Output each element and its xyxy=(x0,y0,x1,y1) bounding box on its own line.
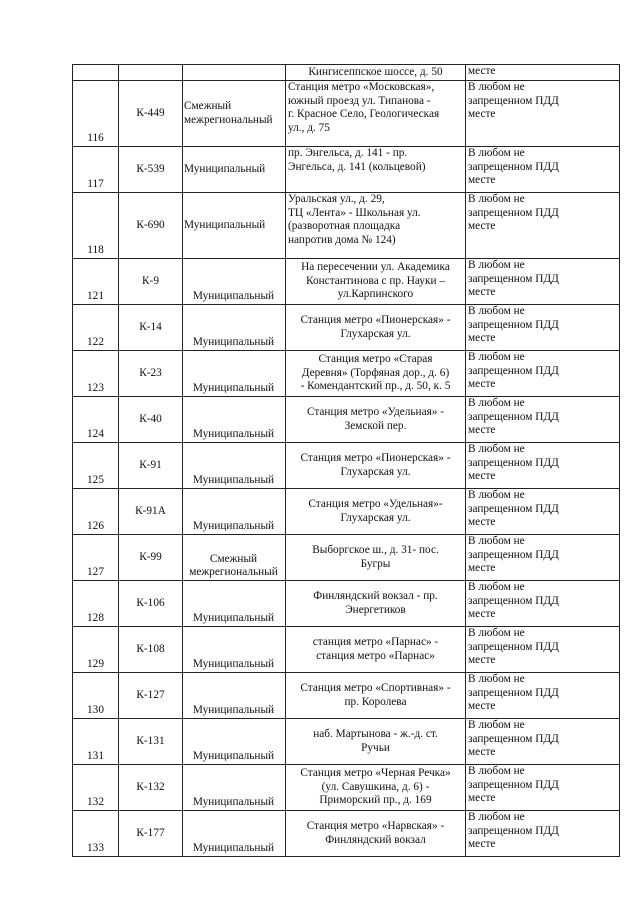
cell-number: 133 xyxy=(73,811,119,857)
cell-type: Муниципальный xyxy=(183,193,286,259)
table-row xyxy=(73,627,620,673)
cell-path xyxy=(286,443,466,489)
path-line: наб. Мартынова - ж.-д. ст. xyxy=(313,727,438,740)
cell-type: Муниципальный xyxy=(183,147,286,193)
cell-route: К-91А xyxy=(119,489,183,535)
path-line: Глухарская ул. xyxy=(340,465,411,478)
cell-stop xyxy=(466,397,620,443)
cell-path xyxy=(286,581,466,627)
table-row xyxy=(73,765,620,811)
stop-line: запрещенном ПДД xyxy=(468,364,559,377)
table-row-continued xyxy=(73,65,620,81)
cell-stop xyxy=(466,351,620,397)
table-row xyxy=(73,811,620,857)
cell-stop: месте xyxy=(466,65,620,81)
cell-type xyxy=(183,65,286,81)
cell-number: 122 xyxy=(73,305,119,351)
stop-line: месте xyxy=(468,424,496,437)
route-table-body xyxy=(73,65,620,857)
cell-stop xyxy=(466,259,620,305)
stop-line: В любом не xyxy=(468,147,525,159)
cell-number: 128 xyxy=(73,581,119,627)
stop-line: В любом не xyxy=(468,259,525,271)
cell-type: Муниципальный xyxy=(183,673,286,719)
path-line: Станция метро «Спортивная» - xyxy=(300,681,451,694)
path-line: Станция метро «Нарвская» - xyxy=(306,819,445,832)
cell-type: Муниципальный xyxy=(183,351,286,397)
cell-type: Муниципальный xyxy=(183,581,286,627)
cell-path xyxy=(286,81,466,147)
path-line: южный проезд ул. Типанова - xyxy=(288,94,431,107)
cell-number: 123 xyxy=(73,351,119,397)
cell-path xyxy=(286,719,466,765)
cell-path xyxy=(286,811,466,857)
cell-path xyxy=(286,765,466,811)
cell-path xyxy=(286,627,466,673)
cell-stop xyxy=(466,305,620,351)
table-row xyxy=(73,719,620,765)
stop-line: В любом не xyxy=(468,673,525,685)
table-row xyxy=(73,193,620,259)
cell-stop xyxy=(466,81,620,147)
cell-stop xyxy=(466,489,620,535)
cell-route: К-539 xyxy=(119,147,183,193)
stop-line: месте xyxy=(468,332,496,345)
stop-line: месте xyxy=(468,470,496,483)
stop-line: месте xyxy=(468,516,496,529)
cell-number: 129 xyxy=(73,627,119,673)
stop-line: месте xyxy=(468,174,496,187)
stop-line: запрещенном ПДД xyxy=(468,824,559,837)
cell-stop xyxy=(466,627,620,673)
path-line: пр. Королева xyxy=(344,695,407,708)
cell-type: Муниципальный xyxy=(183,305,286,351)
path-line: Ручьи xyxy=(361,741,390,754)
table-row xyxy=(73,535,620,581)
table-row xyxy=(73,305,620,351)
stop-line: В любом не xyxy=(468,489,525,501)
stop-line: месте xyxy=(468,562,496,575)
table-row xyxy=(73,259,620,305)
path-line: - Комендантский пр., д. 50, к. 5 xyxy=(300,380,451,393)
path-line: станция метро «Парнас» xyxy=(316,649,435,662)
cell-number: 116 xyxy=(73,81,119,147)
cell-type: Муниципальный xyxy=(183,811,286,857)
table-row xyxy=(73,81,620,147)
stop-line: запрещенном ПДД xyxy=(468,410,559,423)
cell-route: К-177 xyxy=(119,811,183,857)
table-row xyxy=(73,443,620,489)
stop-line: запрещенном ПДД xyxy=(468,456,559,469)
path-line: Станция метро «Старая xyxy=(318,353,433,366)
cell-path xyxy=(286,259,466,305)
path-line: Константинова с пр. Науки – xyxy=(306,274,445,287)
path-line: На пересечении ул. Академика xyxy=(301,261,450,274)
cell-path xyxy=(286,489,466,535)
path-line: Выборгское ш., д. 31- пос. xyxy=(312,543,439,556)
cell-path: Кингисеппское шоссе, д. 50 xyxy=(286,65,466,81)
cell-number: 121 xyxy=(73,259,119,305)
stop-line: месте xyxy=(468,608,496,621)
path-line: Деревня» (Торфяная дор., д. 6) xyxy=(301,366,450,379)
cell-route: К-127 xyxy=(119,673,183,719)
stop-line: запрещенном ПДД xyxy=(468,778,559,791)
cell-route: К-14 xyxy=(119,305,183,351)
cell-number: 130 xyxy=(73,673,119,719)
cell-route: К-23 xyxy=(119,351,183,397)
cell-type: Смежный межрегиональный xyxy=(183,81,286,147)
stop-line: В любом не xyxy=(468,397,525,409)
stop-line: запрещенном ПДД xyxy=(468,548,559,561)
cell-path xyxy=(286,193,466,259)
stop-line: В любом не xyxy=(468,443,525,455)
cell-route: К-449 xyxy=(119,81,183,147)
stop-line: В любом не xyxy=(468,811,525,823)
table-row xyxy=(73,489,620,535)
cell-route: К-40 xyxy=(119,397,183,443)
route-table xyxy=(72,64,620,857)
stop-line: В любом не xyxy=(468,581,525,593)
path-line: г. Красное Село, Геологическая xyxy=(288,108,440,121)
path-line: (ул. Савушкина, д. 6) - xyxy=(321,780,430,793)
path-line: пр. Энгельса, д. 141 - пр. xyxy=(288,147,408,159)
stop-line: В любом не xyxy=(468,193,525,205)
cell-path xyxy=(286,535,466,581)
stop-line: В любом не xyxy=(468,719,525,731)
path-line: ТЦ «Лента» - Школьная ул. xyxy=(288,206,421,219)
path-line: Финляндский вокзал - пр. xyxy=(313,589,438,602)
cell-type: Муниципальный xyxy=(183,719,286,765)
stop-line: В любом не xyxy=(468,81,525,93)
stop-line: месте xyxy=(468,378,496,391)
cell-route: К-690 xyxy=(119,193,183,259)
stop-line: месте xyxy=(468,286,496,299)
stop-line: месте xyxy=(468,700,496,713)
table-row xyxy=(73,673,620,719)
stop-line: запрещенном ПДД xyxy=(468,732,559,745)
cell-route: К-132 xyxy=(119,765,183,811)
path-line: станция метро «Парнас» - xyxy=(312,635,439,648)
stop-line: В любом не xyxy=(468,765,525,777)
stop-line: В любом не xyxy=(468,305,525,317)
table-row xyxy=(73,351,620,397)
cell-type: Муниципальный xyxy=(183,259,286,305)
cell-number: 131 xyxy=(73,719,119,765)
stop-line: запрещенном ПДД xyxy=(468,686,559,699)
path-line: Бугры xyxy=(360,557,391,570)
cell-number: 118 xyxy=(73,193,119,259)
cell-stop xyxy=(466,719,620,765)
cell-type: Муниципальный xyxy=(183,627,286,673)
stop-line: месте xyxy=(468,108,496,121)
path-line: Станция метро «Московская», xyxy=(288,81,435,93)
cell-number: 127 xyxy=(73,535,119,581)
stop-line: месте xyxy=(468,746,496,759)
cell-type: Муниципальный xyxy=(183,489,286,535)
cell-stop xyxy=(466,811,620,857)
cell-stop xyxy=(466,673,620,719)
cell-number: 125 xyxy=(73,443,119,489)
path-line: Станция метро «Пионерская» - xyxy=(300,313,451,326)
stop-line: В любом не xyxy=(468,351,525,363)
cell-type: Муниципальный xyxy=(183,397,286,443)
path-line: Земской пер. xyxy=(344,419,407,432)
path-line: напротив дома № 124) xyxy=(288,233,396,246)
stop-line: месте xyxy=(468,792,496,805)
path-line: Станция метро «Черная Речка» xyxy=(300,767,451,780)
cell-path xyxy=(286,305,466,351)
stop-line: месте xyxy=(468,654,496,667)
cell-stop xyxy=(466,765,620,811)
stop-line: запрещенном ПДД xyxy=(468,206,559,219)
cell-stop xyxy=(466,535,620,581)
stop-line: запрещенном ПДД xyxy=(468,160,559,173)
cell-route: К-9 xyxy=(119,259,183,305)
cell-number: 124 xyxy=(73,397,119,443)
table-row xyxy=(73,147,620,193)
stop-line: месте xyxy=(468,838,496,851)
stop-line: В любом не xyxy=(468,535,525,547)
cell-route: К-99 xyxy=(119,535,183,581)
path-line: ул.Карпинского xyxy=(337,288,414,301)
cell-route: К-106 xyxy=(119,581,183,627)
path-line: Глухарская ул. xyxy=(340,511,411,524)
path-line: Глухарская ул. xyxy=(340,327,411,340)
stop-line: запрещенном ПДД xyxy=(468,318,559,331)
cell-path xyxy=(286,351,466,397)
cell-route xyxy=(119,65,183,81)
path-line: Станция метро «Удельная»- xyxy=(308,497,443,510)
cell-stop xyxy=(466,581,620,627)
stop-line: месте xyxy=(468,220,496,233)
cell-stop xyxy=(466,443,620,489)
cell-stop xyxy=(466,193,620,259)
cell-stop xyxy=(466,147,620,193)
stop-line: запрещенном ПДД xyxy=(468,502,559,515)
cell-number xyxy=(73,65,119,81)
path-line: Финляндский вокзал xyxy=(325,833,426,846)
cell-type: Смежный межрегиональный xyxy=(183,535,286,581)
cell-path xyxy=(286,673,466,719)
table-row xyxy=(73,397,620,443)
cell-route: К-91 xyxy=(119,443,183,489)
cell-number: 132 xyxy=(73,765,119,811)
cell-path xyxy=(286,397,466,443)
path-line: Приморский пр., д. 169 xyxy=(319,794,432,807)
stop-line: В любом не xyxy=(468,627,525,639)
stop-line: запрещенном ПДД xyxy=(468,94,559,107)
path-line: Энергетиков xyxy=(345,603,406,616)
stop-line: запрещенном ПДД xyxy=(468,594,559,607)
cell-route: К-131 xyxy=(119,719,183,765)
path-line: Станция метро «Пионерская» - xyxy=(300,451,451,464)
stop-line: запрещенном ПДД xyxy=(468,640,559,653)
cell-type: Муниципальный xyxy=(183,443,286,489)
cell-number: 117 xyxy=(73,147,119,193)
cell-number: 126 xyxy=(73,489,119,535)
path-line: Станция метро «Удельная» - xyxy=(306,405,445,418)
cell-route: К-108 xyxy=(119,627,183,673)
stop-line: запрещенном ПДД xyxy=(468,272,559,285)
cell-type: Муниципальный xyxy=(183,765,286,811)
path-line: ул., д. 75 xyxy=(288,121,330,134)
path-line: Энгельса, д. 141 (кольцевой) xyxy=(288,160,426,173)
path-line: (разворотная площадка xyxy=(288,220,401,233)
table-row xyxy=(73,581,620,627)
path-line: Уральская ул., д. 29, xyxy=(288,193,385,205)
cell-path xyxy=(286,147,466,193)
